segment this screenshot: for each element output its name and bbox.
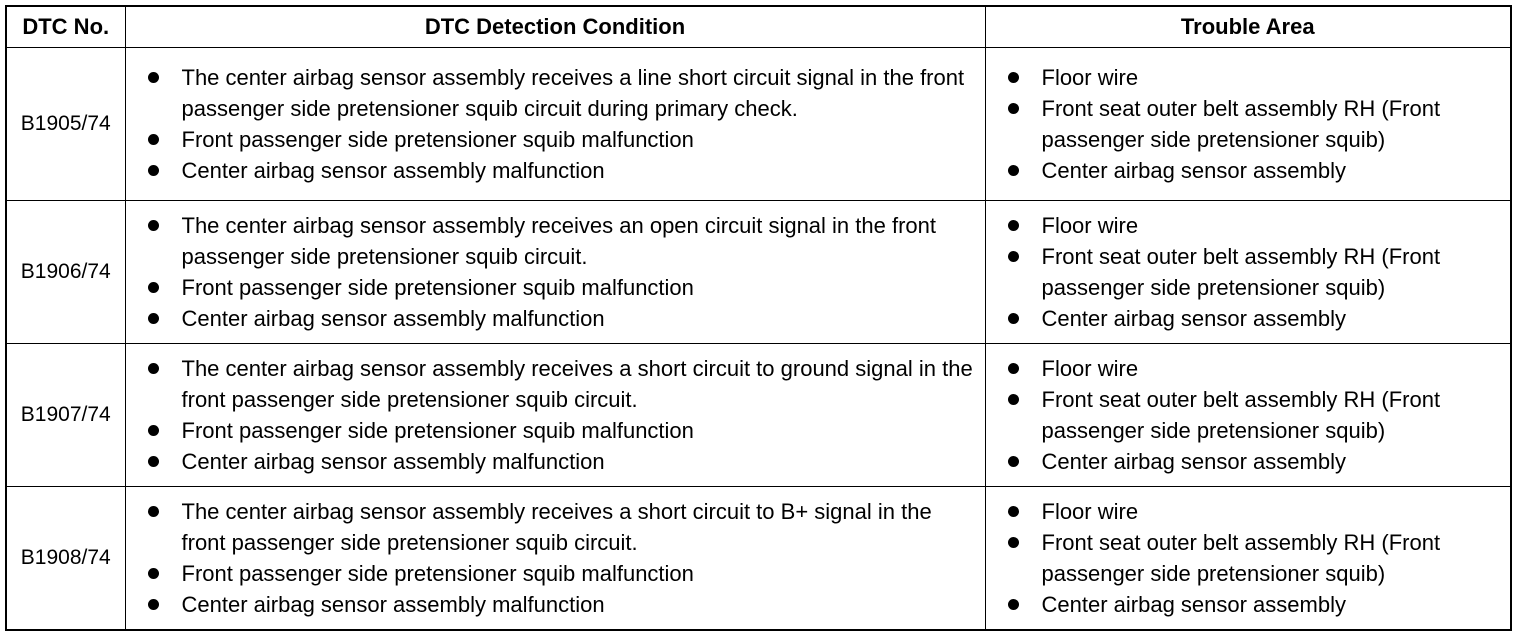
condition-item [126,155,977,186]
detection-condition-cell [125,344,985,487]
trouble-area-item-text: Front seat outer belt assembly RH (Front passenger side pretensioner squib) [1041,96,1441,153]
trouble-area-item [986,62,1503,93]
trouble-area-item-text: Front seat outer belt assembly RH (Front passenger side pretensioner squib) [1041,244,1441,301]
trouble-area-item-text: Center airbag sensor assembly [1041,158,1346,184]
condition-item [126,124,977,155]
trouble-area-item [986,210,1503,241]
header-detection-condition: DTC Detection Condition [125,6,985,48]
trouble-area-cell-list [986,58,1511,190]
condition-item-text: Center airbag sensor assembly malfunction [181,592,605,618]
trouble-area-item-text: Floor wire [1041,213,1139,239]
bullet-icon [148,220,159,231]
condition-item-text: Center airbag sensor assembly malfunction [181,158,605,184]
trouble-area-item-text: Front seat outer belt assembly RH (Front passenger side pretensioner squib) [1041,387,1441,444]
bullet-icon [1008,72,1019,83]
condition-item [126,272,977,303]
table-row [6,344,1511,487]
header-dtc-no: DTC No. [6,6,125,48]
trouble-area-item [986,303,1503,334]
trouble-area-item-text: Front seat outer belt assembly RH (Front passenger side pretensioner squib) [1041,530,1441,587]
bullet-icon [148,72,159,83]
trouble-area-cell-list [986,206,1511,338]
trouble-area-item-text: Floor wire [1041,356,1139,382]
bullet-icon [1008,456,1019,467]
detection-condition-cell [125,487,985,630]
trouble-area-item-text: Center airbag sensor assembly [1041,306,1346,332]
dtc-code: B1905/74 [6,48,125,201]
condition-item-text: Center airbag sensor assembly malfunction [181,306,605,332]
bullet-icon [148,165,159,176]
bullet-icon [1008,220,1019,231]
detection-condition-cell-list [126,58,985,190]
trouble-area-cell-list [986,349,1511,481]
detection-condition-cell-list [126,206,985,338]
table-row [6,201,1511,344]
trouble-area-cell [985,201,1511,344]
trouble-area-cell-list [986,492,1511,624]
bullet-icon [148,313,159,324]
bullet-icon [1008,313,1019,324]
condition-item-text: The center airbag sensor assembly receives a line short circuit signal in the front passenger side pretensioner squib circuit during primary check. [181,65,965,122]
dtc-code: B1908/74 [6,487,125,630]
bullet-icon [1008,506,1019,517]
bullet-icon [1008,599,1019,610]
condition-item-text: Front passenger side pretensioner squib malfunction [181,127,694,153]
condition-item [126,353,977,415]
condition-item [126,62,977,124]
condition-item [126,589,977,620]
detection-condition-cell-list [126,349,985,481]
trouble-area-item-text: Center airbag sensor assembly [1041,449,1346,475]
bullet-icon [148,363,159,374]
trouble-area-item-text: Floor wire [1041,65,1139,91]
condition-item [126,415,977,446]
trouble-area-item-text: Floor wire [1041,499,1139,525]
dtc-code: B1907/74 [6,344,125,487]
bullet-icon [148,425,159,436]
condition-item-text: Front passenger side pretensioner squib malfunction [181,561,694,587]
table-row [6,48,1511,201]
bullet-icon [148,568,159,579]
header-row [6,6,1511,48]
bullet-icon [1008,165,1019,176]
detection-condition-cell-list [126,492,985,624]
condition-item-text: Center airbag sensor assembly malfunction [181,449,605,475]
condition-item-text: The center airbag sensor assembly receives a short circuit to ground signal in the front passenger side pretensioner squib circuit. [181,356,973,413]
condition-item-text: Front passenger side pretensioner squib malfunction [181,275,694,301]
trouble-area-cell [985,344,1511,487]
header-trouble-area: Trouble Area [985,6,1511,48]
trouble-area-cell [985,487,1511,630]
bullet-icon [148,599,159,610]
bullet-icon [1008,251,1019,262]
trouble-area-item [986,496,1503,527]
trouble-area-item [986,446,1503,477]
trouble-area-item-text: Center airbag sensor assembly [1041,592,1346,618]
condition-item [126,210,977,272]
dtc-code: B1906/74 [6,201,125,344]
condition-item [126,446,977,477]
bullet-icon [148,134,159,145]
trouble-area-item [986,155,1503,186]
table-row [6,487,1511,630]
table-body [6,48,1511,631]
bullet-icon [148,506,159,517]
trouble-area-item [986,384,1503,446]
condition-item-text: The center airbag sensor assembly receives a short circuit to B+ signal in the front passenger side pretensioner squib circuit. [181,499,932,556]
condition-item [126,303,977,334]
bullet-icon [1008,103,1019,114]
detection-condition-cell [125,201,985,344]
bullet-icon [1008,363,1019,374]
bullet-icon [148,456,159,467]
trouble-area-item [986,589,1503,620]
bullet-icon [1008,394,1019,405]
trouble-area-cell [985,48,1511,201]
bullet-icon [1008,537,1019,548]
dtc-table [5,5,1512,631]
trouble-area-item [986,353,1503,384]
detection-condition-cell [125,48,985,201]
trouble-area-item [986,527,1503,589]
condition-item-text: The center airbag sensor assembly receives an open circuit signal in the front passenger side pretensioner squib circuit. [181,213,936,270]
trouble-area-item [986,93,1503,155]
condition-item-text: Front passenger side pretensioner squib malfunction [181,418,694,444]
condition-item [126,558,977,589]
trouble-area-item [986,241,1503,303]
bullet-icon [148,282,159,293]
condition-item [126,496,977,558]
